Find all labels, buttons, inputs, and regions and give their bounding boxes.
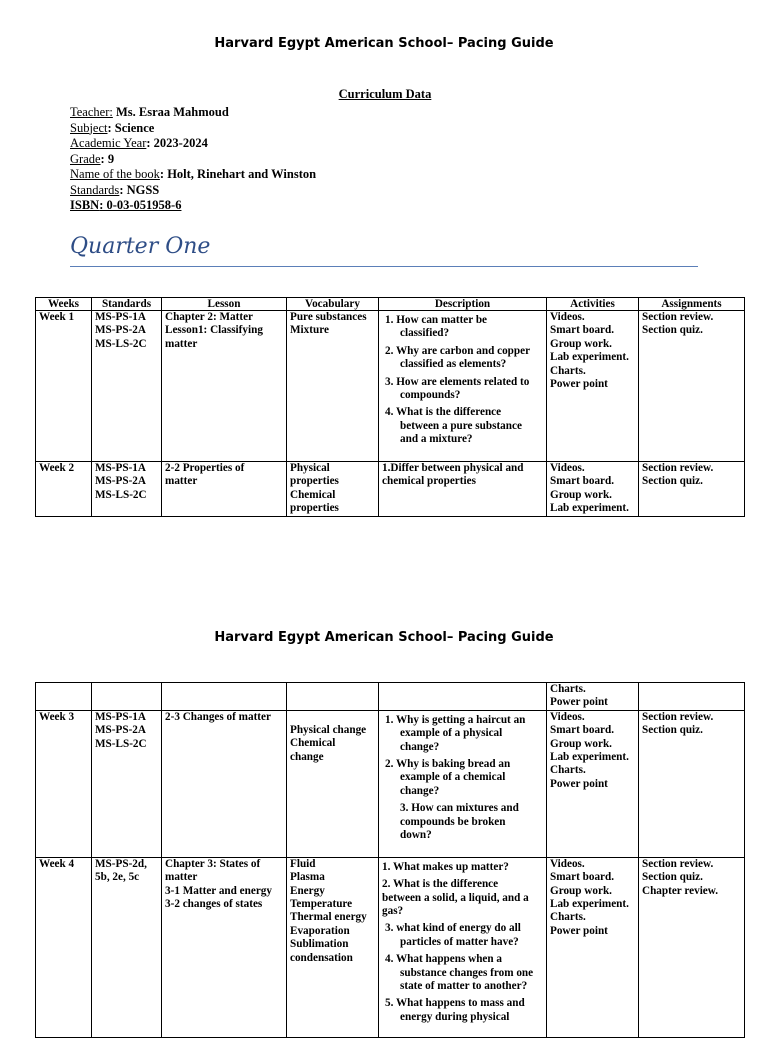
description-cell: [379, 683, 547, 711]
activity: Lab experiment.: [550, 751, 629, 764]
academic-year-row: [70, 136, 316, 152]
lesson-line: 3-1 Matter and energy: [165, 884, 272, 897]
description-cell: [379, 311, 547, 462]
field-value: : Holt, Rinehart and Winston: [159, 167, 317, 181]
standards-cell: [92, 857, 162, 1037]
activity: Charts.: [550, 364, 586, 377]
page-header-title: Harvard Egypt American School– Pacing Guide: [214, 630, 554, 645]
standard-code: MS-PS-1A: [95, 311, 146, 323]
description-line: 1.Differ between physical and: [382, 462, 524, 474]
activities-cell: [547, 462, 639, 517]
activities-cell: [547, 311, 639, 462]
activity: Lab experiment.: [550, 351, 629, 364]
field-value: : 0-03-051958-6: [99, 198, 182, 212]
pacing-table-page-2: [35, 682, 745, 1038]
question-item: 5. What happens to mass and energy during physical: [385, 997, 525, 1023]
vocabulary-cell: [287, 311, 379, 462]
activity: Charts.: [550, 911, 586, 924]
table-header-row: [36, 298, 745, 311]
lesson-line: Chapter 3: States of: [165, 857, 261, 870]
column-header: Vocabulary: [287, 298, 379, 311]
activity: Charts.: [550, 764, 586, 777]
assignments-cell: [639, 710, 745, 857]
vocab-term: Sublimation: [290, 938, 349, 951]
question-item: 4. What happens when a substance changes from one state of matter to another?: [385, 953, 534, 993]
subject-row: [70, 121, 316, 137]
pacing-table-page-1: [35, 297, 745, 517]
vocab-term: Pure substances: [290, 311, 367, 323]
assignment: Section review.: [642, 462, 714, 474]
assignment: Section quiz.: [642, 324, 703, 337]
lesson-line: 2-2 Properties of: [165, 462, 245, 474]
activities-cell: [547, 857, 639, 1037]
vocabulary-cell: [287, 857, 379, 1037]
isbn-row: [70, 198, 316, 214]
vocabulary-cell: [287, 462, 379, 517]
question-item: 1. Why is getting a haircut an example of a physical change?: [385, 713, 526, 753]
table-row-continued: [36, 683, 745, 711]
activity: Group work.: [550, 884, 612, 897]
field-value: : 9: [100, 151, 115, 166]
field-value: Ms. Esraa Mahmoud: [112, 105, 229, 119]
heading-rule: [70, 266, 698, 267]
lesson-line: matter: [165, 475, 198, 488]
vocab-term: Evaporation: [290, 924, 350, 937]
week-cell: Week 2: [36, 462, 92, 517]
field-value: : 2023-2024: [146, 136, 208, 150]
assignment: Section review.: [642, 857, 714, 870]
activity: Group work.: [550, 337, 612, 350]
activity: Lab experiment.: [550, 898, 629, 911]
question-item: 2. Why are carbon and copper classified as elements?: [385, 344, 531, 371]
vocab-term: properties: [290, 502, 339, 515]
question-item: 2. What is the difference between a solid, a liquid, and a gas?: [382, 878, 529, 918]
lesson-cell: [162, 710, 287, 857]
lesson-line: 3-2 changes of states: [165, 898, 263, 911]
field-label: Academic Year: [70, 136, 147, 150]
field-value: : NGSS: [119, 182, 160, 197]
activity: Smart board.: [550, 871, 615, 884]
activities-cell: [547, 683, 639, 711]
assignment: Section quiz.: [642, 871, 703, 884]
activity: Power point: [550, 777, 608, 790]
field-label: Grade: [70, 151, 101, 166]
standard-code: MS-PS-1A: [95, 462, 146, 474]
standards-cell: [92, 462, 162, 517]
quarter-heading: Quarter One: [70, 234, 211, 259]
question-item: 1. How can matter be classified?: [385, 314, 488, 340]
assignments-cell: [639, 311, 745, 462]
lesson-line: matter: [165, 871, 198, 884]
field-value: : Science: [107, 120, 155, 135]
column-header: Activities: [547, 298, 639, 311]
week-cell: Week 4: [36, 857, 92, 1037]
book-row: [70, 167, 316, 183]
table-row-week-2: [36, 462, 745, 517]
vocab-term: condensation: [290, 951, 353, 964]
standard-code: MS-LS-2C: [95, 488, 147, 501]
lesson-line: Lesson1: Classifying: [165, 324, 263, 337]
lesson-line: 2-3 Changes of matter: [165, 710, 271, 723]
field-label: Subject: [70, 120, 108, 135]
standard-code: MS-LS-2C: [95, 737, 147, 750]
activity: Videos.: [550, 311, 585, 323]
activity: Lab experiment.: [550, 502, 629, 515]
vocab-term: Fluid: [290, 857, 316, 870]
question-item: 3. what kind of energy do all particles of matter have?: [385, 922, 521, 948]
activity: Charts.: [550, 683, 586, 695]
table-row-week-3: [36, 710, 745, 857]
activity: Group work.: [550, 488, 612, 501]
field-label: Teacher:: [70, 105, 113, 119]
standards-cell: [92, 683, 162, 711]
question-item: 4. What is the difference between a pure substance and a mixture?: [385, 406, 522, 446]
week-cell: Week 3: [36, 710, 92, 857]
curriculum-data-title: Curriculum Data: [338, 87, 432, 101]
question-item: 2. Why is baking bread an example of a chemical change?: [385, 758, 511, 797]
activity: Videos.: [550, 462, 585, 474]
teacher-row: [70, 105, 316, 121]
activity: Group work.: [550, 737, 612, 750]
week-cell: [36, 683, 92, 711]
standards-cell: [92, 710, 162, 857]
standard-code: MS-PS-2d,: [95, 857, 147, 870]
assignment: Section quiz.: [642, 724, 703, 737]
description-cell: [379, 710, 547, 857]
question-item: 3. How are elements related to compounds?: [385, 375, 530, 402]
assignment: Section review.: [642, 311, 714, 323]
activity: Smart board.: [550, 475, 615, 488]
activities-cell: [547, 710, 639, 857]
vocab-term: Chemical: [290, 737, 336, 750]
vocab-term: Physical: [290, 462, 330, 474]
activity: Videos.: [550, 710, 585, 723]
standard-code: 5b, 2e, 5c: [95, 871, 140, 884]
assignments-cell: [639, 462, 745, 517]
week-cell: Week 1: [36, 311, 92, 462]
description-line: chemical properties: [382, 475, 476, 488]
grade-row: [70, 152, 316, 168]
field-label: ISBN: [70, 198, 100, 212]
field-label: Name of the book: [70, 167, 160, 181]
vocab-term: Chemical: [290, 488, 336, 501]
standard-code: MS-PS-2A: [95, 324, 146, 337]
question-item: 1. What makes up matter?: [382, 860, 509, 873]
description-cell: [379, 462, 547, 517]
column-header: Description: [379, 298, 547, 311]
activity: Power point: [550, 924, 608, 937]
standard-code: MS-PS-2A: [95, 724, 146, 737]
standard-code: MS-PS-2A: [95, 475, 146, 488]
column-header: Lesson: [162, 298, 287, 311]
assignment: Chapter review.: [642, 884, 719, 897]
standards-cell: [92, 311, 162, 462]
page-header-title: Harvard Egypt American School– Pacing Guide: [214, 36, 554, 51]
standard-code: MS-LS-2C: [95, 337, 147, 350]
lesson-cell: [162, 311, 287, 462]
vocab-term: Thermal energy: [290, 911, 367, 924]
lesson-cell: [162, 462, 287, 517]
field-label: Standards: [70, 182, 120, 197]
activity: Power point: [550, 696, 608, 709]
table-row-week-1: [36, 311, 745, 462]
vocab-term: Plasma: [290, 871, 325, 884]
column-header: Assignments: [639, 298, 745, 311]
vocabulary-cell: [287, 710, 379, 857]
assignment: Section quiz.: [642, 475, 703, 488]
lesson-cell: [162, 683, 287, 711]
question-item: 3. How can mixtures and compounds be broken down?: [400, 802, 519, 842]
column-header: Standards: [92, 298, 162, 311]
vocab-term: change: [290, 750, 324, 763]
activity: Smart board.: [550, 324, 615, 337]
curriculum-info: [70, 105, 316, 214]
lesson-cell: [162, 857, 287, 1037]
standards-row: [70, 183, 316, 199]
vocab-term: Energy: [290, 884, 325, 897]
assignments-cell: [639, 683, 745, 711]
column-header: Weeks: [36, 298, 92, 311]
vocab-term: Physical change: [290, 723, 367, 736]
vocabulary-cell: [287, 683, 379, 711]
vocab-term: properties: [290, 475, 339, 488]
standard-code: MS-PS-1A: [95, 710, 146, 723]
lesson-line: matter: [165, 337, 198, 350]
activity: Smart board.: [550, 724, 615, 737]
assignments-cell: [639, 857, 745, 1037]
lesson-line: Chapter 2: Matter: [165, 311, 254, 323]
table-row-week-4: [36, 857, 745, 1037]
vocab-term: Temperature: [290, 898, 353, 911]
activity: Videos.: [550, 857, 585, 870]
description-cell: [379, 857, 547, 1037]
vocab-term: Mixture: [290, 324, 329, 337]
activity: Power point: [550, 378, 608, 391]
assignment: Section review.: [642, 710, 714, 723]
